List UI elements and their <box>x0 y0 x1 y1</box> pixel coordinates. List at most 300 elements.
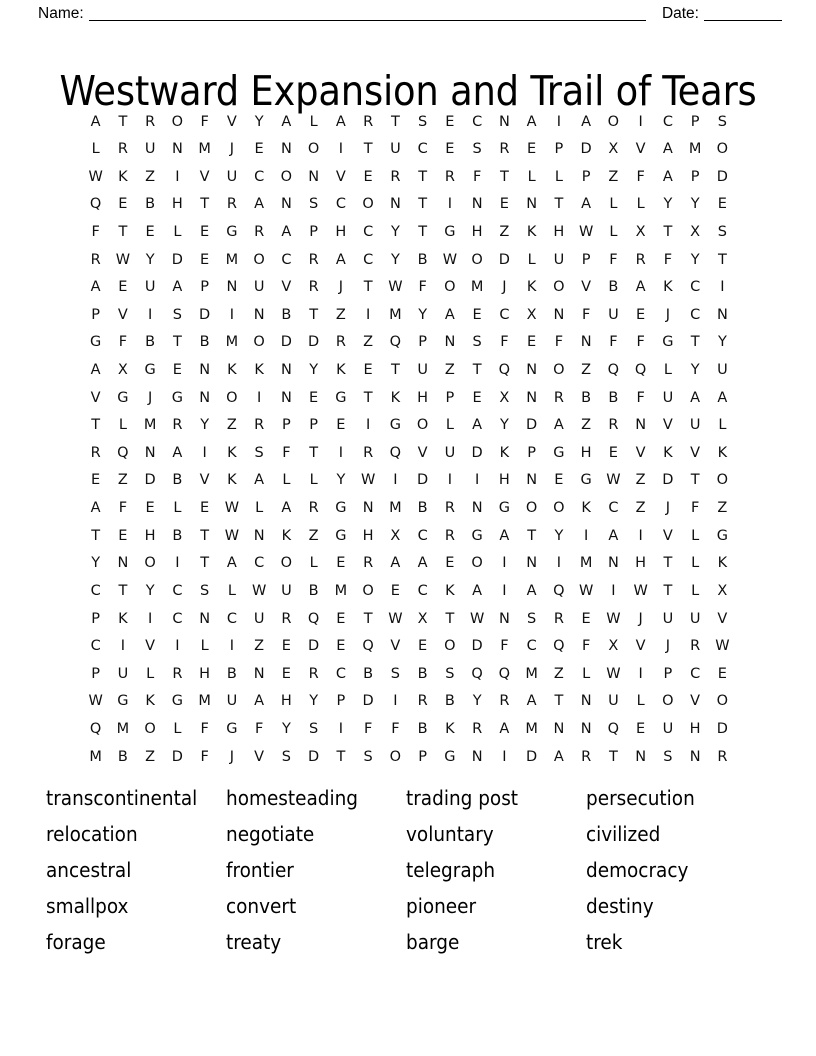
grid-letter[interactable]: I <box>502 555 507 572</box>
grid-letter[interactable]: X <box>690 223 701 240</box>
grid-letter[interactable]: H <box>335 223 347 240</box>
grid-letter[interactable]: E <box>118 196 128 213</box>
grid-letter[interactable]: U <box>662 389 674 406</box>
grid-letter[interactable]: K <box>526 279 537 296</box>
grid-letter[interactable]: B <box>172 527 183 544</box>
date-blank-line[interactable] <box>704 7 782 21</box>
grid-letter[interactable]: T <box>717 251 727 268</box>
grid-letter[interactable]: U <box>253 610 265 627</box>
grid-letter[interactable]: F <box>118 334 128 351</box>
grid-letter[interactable]: Y <box>281 720 291 737</box>
grid-letter[interactable]: F <box>200 113 209 130</box>
grid-letter[interactable]: I <box>638 113 643 130</box>
grid-letter[interactable]: E <box>717 665 727 682</box>
grid-letter[interactable]: N <box>526 196 538 213</box>
grid-letter[interactable]: R <box>553 610 564 627</box>
grid-letter[interactable]: G <box>226 720 238 737</box>
grid-letter[interactable]: Y <box>663 196 673 213</box>
grid-letter[interactable]: O <box>525 500 538 517</box>
grid-letter[interactable]: V <box>145 638 156 655</box>
grid-letter[interactable]: V <box>335 168 346 185</box>
grid-letter[interactable]: A <box>390 555 401 572</box>
grid-letter[interactable]: L <box>91 141 100 158</box>
grid-letter[interactable]: O <box>471 555 483 572</box>
grid-letter[interactable]: E <box>172 362 182 379</box>
grid-letter[interactable]: A <box>226 555 237 572</box>
grid-letter[interactable]: T <box>690 472 700 489</box>
grid-letter[interactable]: G <box>335 389 347 406</box>
grid-letter[interactable]: T <box>472 362 482 379</box>
grid-letter[interactable]: Z <box>635 472 646 489</box>
grid-letter[interactable]: F <box>581 306 591 323</box>
grid-letter[interactable]: D <box>716 720 728 737</box>
grid-letter[interactable]: X <box>526 306 537 323</box>
grid-letter[interactable]: U <box>253 279 265 296</box>
grid-letter[interactable]: T <box>608 748 618 765</box>
grid-letter[interactable]: U <box>417 362 428 379</box>
grid-letter[interactable]: L <box>527 251 536 268</box>
grid-letter[interactable]: A <box>662 141 673 158</box>
grid-letter[interactable]: A <box>90 113 101 130</box>
grid-letter[interactable]: W <box>606 665 621 682</box>
grid-letter[interactable]: T <box>200 555 210 572</box>
grid-letter[interactable]: X <box>608 638 619 655</box>
grid-letter[interactable]: O <box>716 472 729 489</box>
grid-letter[interactable]: N <box>471 500 483 517</box>
word-bank-item[interactable]: civilized <box>586 821 661 846</box>
grid-letter[interactable]: C <box>499 306 510 323</box>
grid-letter[interactable]: G <box>389 417 401 434</box>
grid-letter[interactable]: R <box>254 223 265 240</box>
grid-letter[interactable]: M <box>470 279 484 296</box>
grid-letter[interactable]: P <box>527 444 536 461</box>
grid-letter[interactable]: J <box>338 279 344 296</box>
grid-letter[interactable]: N <box>199 389 211 406</box>
grid-letter[interactable]: K <box>281 527 292 544</box>
grid-letter[interactable]: L <box>146 665 155 682</box>
grid-letter[interactable]: Y <box>254 113 264 130</box>
grid-letter[interactable]: T <box>118 223 128 240</box>
grid-letter[interactable]: I <box>474 472 480 489</box>
grid-letter[interactable]: K <box>390 389 401 406</box>
grid-letter[interactable]: T <box>200 196 210 213</box>
grid-letter[interactable]: G <box>335 527 347 544</box>
grid-letter[interactable]: F <box>663 251 673 268</box>
grid-letter[interactable]: I <box>502 748 507 765</box>
grid-letter[interactable]: E <box>145 500 155 517</box>
grid-letter[interactable]: O <box>171 113 184 130</box>
grid-letter[interactable]: T <box>118 113 128 130</box>
grid-letter[interactable]: A <box>90 362 101 379</box>
grid-letter[interactable]: M <box>389 500 402 517</box>
word-bank-item[interactable]: smallpox <box>46 893 129 918</box>
grid-letter[interactable]: Y <box>145 251 155 268</box>
grid-letter[interactable]: A <box>444 306 455 323</box>
grid-letter[interactable]: Q <box>498 665 511 682</box>
grid-letter[interactable]: Q <box>607 720 620 737</box>
grid-letter[interactable]: G <box>498 500 510 517</box>
grid-letter[interactable]: D <box>526 417 538 434</box>
grid-letter[interactable]: A <box>281 500 292 517</box>
grid-letter[interactable]: W <box>88 168 103 185</box>
grid-letter[interactable]: B <box>117 748 128 765</box>
grid-letter[interactable]: B <box>226 665 237 682</box>
grid-letter[interactable]: I <box>638 665 643 682</box>
grid-letter[interactable]: K <box>118 610 128 627</box>
grid-letter[interactable]: U <box>608 693 619 710</box>
grid-letter[interactable]: W <box>115 251 131 268</box>
grid-letter[interactable]: J <box>147 389 153 406</box>
grid-letter[interactable]: O <box>280 168 293 185</box>
grid-letter[interactable]: U <box>117 665 129 682</box>
grid-letter[interactable]: Y <box>390 251 400 268</box>
word-bank-item[interactable]: trading post <box>406 785 519 810</box>
grid-letter[interactable]: B <box>417 500 428 517</box>
grid-letter[interactable]: B <box>308 582 319 599</box>
grid-letter[interactable]: X <box>717 582 728 599</box>
grid-letter[interactable]: A <box>335 251 346 268</box>
grid-letter[interactable]: I <box>393 472 398 489</box>
grid-letter[interactable]: E <box>636 306 646 323</box>
grid-letter[interactable]: S <box>717 223 727 240</box>
grid-letter[interactable]: M <box>143 417 157 434</box>
grid-letter[interactable]: C <box>335 196 346 213</box>
grid-letter[interactable]: D <box>417 472 429 489</box>
word-bank-item[interactable]: voluntary <box>406 821 494 846</box>
grid-letter[interactable]: N <box>553 720 565 737</box>
grid-letter[interactable]: D <box>171 251 183 268</box>
grid-letter[interactable]: K <box>499 444 510 461</box>
grid-letter[interactable]: H <box>362 527 374 544</box>
grid-letter[interactable]: I <box>338 444 344 461</box>
grid-letter[interactable]: O <box>553 500 565 517</box>
grid-letter[interactable]: F <box>636 389 645 406</box>
grid-letter[interactable]: C <box>363 223 374 240</box>
grid-letter[interactable]: L <box>691 582 700 599</box>
grid-letter[interactable]: P <box>418 748 427 765</box>
grid-letter[interactable]: I <box>202 444 207 461</box>
grid-letter[interactable]: X <box>417 610 428 627</box>
grid-letter[interactable]: I <box>175 168 180 185</box>
grid-letter[interactable]: L <box>527 168 536 185</box>
grid-letter[interactable]: N <box>444 334 456 351</box>
grid-letter[interactable]: R <box>472 720 483 737</box>
grid-letter[interactable]: N <box>199 362 211 379</box>
grid-letter[interactable]: J <box>229 141 235 158</box>
grid-letter[interactable]: W <box>251 582 267 599</box>
grid-letter[interactable]: F <box>254 720 264 737</box>
grid-letter[interactable]: V <box>662 417 673 434</box>
grid-letter[interactable]: H <box>417 389 429 406</box>
grid-letter[interactable]: K <box>227 362 237 379</box>
grid-letter[interactable]: U <box>689 610 701 627</box>
grid-letter[interactable]: O <box>389 748 402 765</box>
grid-letter[interactable]: N <box>280 389 292 406</box>
grid-letter[interactable]: C <box>417 527 428 544</box>
grid-letter[interactable]: E <box>445 555 455 572</box>
grid-letter[interactable]: S <box>472 141 482 158</box>
grid-letter[interactable]: Y <box>309 362 319 379</box>
grid-letter[interactable]: K <box>663 444 673 461</box>
grid-letter[interactable]: N <box>117 555 129 572</box>
grid-letter[interactable]: T <box>91 527 101 544</box>
grid-letter[interactable]: T <box>663 582 673 599</box>
grid-letter[interactable]: P <box>309 223 318 240</box>
grid-letter[interactable]: I <box>229 306 235 323</box>
grid-letter[interactable]: V <box>635 444 646 461</box>
grid-letter[interactable]: Z <box>117 472 128 489</box>
grid-letter[interactable]: A <box>281 223 292 240</box>
grid-letter[interactable]: Q <box>89 196 102 213</box>
grid-letter[interactable]: Q <box>471 665 483 682</box>
grid-letter[interactable]: P <box>282 417 291 434</box>
grid-letter[interactable]: M <box>198 693 211 710</box>
grid-letter[interactable]: M <box>688 141 702 158</box>
grid-letter[interactable]: O <box>144 720 156 737</box>
grid-letter[interactable]: L <box>309 113 318 130</box>
grid-letter[interactable]: C <box>608 500 619 517</box>
grid-letter[interactable]: W <box>715 638 730 655</box>
grid-letter[interactable]: N <box>308 168 320 185</box>
grid-letter[interactable]: Q <box>117 444 129 461</box>
grid-letter[interactable]: B <box>145 334 156 351</box>
grid-letter[interactable]: E <box>527 334 537 351</box>
grid-letter[interactable]: L <box>309 555 318 572</box>
grid-letter[interactable]: T <box>91 417 101 434</box>
grid-letter[interactable]: K <box>336 362 346 379</box>
grid-letter[interactable]: L <box>718 417 727 434</box>
grid-letter[interactable]: V <box>390 638 401 655</box>
grid-letter[interactable]: A <box>90 500 101 517</box>
grid-letter[interactable]: W <box>224 527 240 544</box>
grid-letter[interactable]: E <box>499 196 509 213</box>
grid-letter[interactable]: E <box>717 196 727 213</box>
grid-letter[interactable]: E <box>445 113 455 130</box>
grid-letter[interactable]: S <box>390 665 400 682</box>
grid-letter[interactable]: S <box>281 748 291 765</box>
grid-letter[interactable]: U <box>226 168 238 185</box>
grid-letter[interactable]: D <box>526 748 538 765</box>
grid-letter[interactable]: H <box>199 665 211 682</box>
grid-letter[interactable]: N <box>716 306 728 323</box>
grid-letter[interactable]: Z <box>444 362 455 379</box>
grid-letter[interactable]: P <box>581 168 591 185</box>
grid-letter[interactable]: N <box>253 527 265 544</box>
grid-letter[interactable]: C <box>335 665 346 682</box>
grid-letter[interactable]: H <box>144 527 156 544</box>
grid-letter[interactable]: I <box>583 527 589 544</box>
grid-letter[interactable]: T <box>309 444 319 461</box>
grid-letter[interactable]: I <box>365 417 371 434</box>
grid-letter[interactable]: O <box>716 693 729 710</box>
grid-letter[interactable]: Q <box>553 582 565 599</box>
grid-letter[interactable]: N <box>171 141 183 158</box>
grid-letter[interactable]: S <box>418 113 428 130</box>
grid-letter[interactable]: P <box>581 251 591 268</box>
grid-letter[interactable]: O <box>144 555 156 572</box>
grid-letter[interactable]: C <box>172 610 183 627</box>
grid-letter[interactable]: U <box>281 582 292 599</box>
grid-letter[interactable]: C <box>226 610 237 627</box>
grid-letter[interactable]: Y <box>472 693 482 710</box>
grid-letter[interactable]: D <box>716 168 728 185</box>
grid-letter[interactable]: D <box>199 306 211 323</box>
grid-letter[interactable]: T <box>309 306 319 323</box>
grid-letter[interactable]: A <box>581 196 592 213</box>
grid-letter[interactable]: N <box>635 417 647 434</box>
grid-letter[interactable]: L <box>691 527 700 544</box>
grid-letter[interactable]: E <box>336 555 346 572</box>
grid-letter[interactable]: X <box>608 141 619 158</box>
grid-letter[interactable]: O <box>553 279 565 296</box>
grid-letter[interactable]: E <box>309 389 319 406</box>
grid-letter[interactable]: G <box>171 693 183 710</box>
grid-letter[interactable]: N <box>580 334 592 351</box>
grid-letter[interactable]: T <box>200 527 210 544</box>
grid-letter[interactable]: L <box>609 196 618 213</box>
grid-letter[interactable]: E <box>281 665 291 682</box>
grid-letter[interactable]: R <box>499 693 510 710</box>
grid-letter[interactable]: R <box>90 444 101 461</box>
grid-letter[interactable]: R <box>145 113 156 130</box>
grid-letter[interactable]: R <box>499 141 510 158</box>
grid-letter[interactable]: X <box>390 527 401 544</box>
grid-letter[interactable]: A <box>690 389 701 406</box>
grid-letter[interactable]: G <box>171 389 183 406</box>
grid-letter[interactable]: K <box>717 444 728 461</box>
grid-letter[interactable]: F <box>118 500 128 517</box>
grid-letter[interactable]: I <box>502 582 507 599</box>
grid-letter[interactable]: R <box>363 555 374 572</box>
grid-letter[interactable]: O <box>416 417 429 434</box>
grid-letter[interactable]: P <box>91 665 100 682</box>
grid-letter[interactable]: Z <box>717 500 728 517</box>
grid-letter[interactable]: E <box>200 223 210 240</box>
grid-letter[interactable]: C <box>90 638 101 655</box>
grid-letter[interactable]: Q <box>607 362 620 379</box>
grid-letter[interactable]: I <box>365 306 371 323</box>
grid-letter[interactable]: Y <box>309 693 319 710</box>
grid-letter[interactable]: L <box>636 196 645 213</box>
grid-letter[interactable]: Z <box>308 527 319 544</box>
word-bank-item[interactable]: democracy <box>586 857 689 882</box>
grid-letter[interactable]: D <box>308 748 320 765</box>
grid-letter[interactable]: H <box>635 555 647 572</box>
grid-letter[interactable]: T <box>363 279 373 296</box>
grid-letter[interactable]: Y <box>690 251 700 268</box>
grid-letter[interactable]: L <box>445 417 454 434</box>
grid-letter[interactable]: G <box>117 389 129 406</box>
grid-letter[interactable]: E <box>445 141 455 158</box>
grid-letter[interactable]: T <box>336 748 346 765</box>
grid-letter[interactable]: O <box>253 251 265 268</box>
grid-letter[interactable]: A <box>553 417 564 434</box>
grid-letter[interactable]: F <box>609 251 618 268</box>
grid-letter[interactable]: W <box>469 610 485 627</box>
grid-letter[interactable]: M <box>525 665 538 682</box>
grid-letter[interactable]: N <box>526 389 538 406</box>
grid-letter[interactable]: V <box>281 279 292 296</box>
grid-letter[interactable]: N <box>471 196 483 213</box>
grid-letter[interactable]: M <box>225 334 239 351</box>
grid-letter[interactable]: D <box>471 638 483 655</box>
grid-letter[interactable]: O <box>307 141 320 158</box>
grid-letter[interactable]: E <box>581 610 591 627</box>
grid-letter[interactable]: R <box>308 665 319 682</box>
grid-letter[interactable]: Z <box>499 223 510 240</box>
grid-letter[interactable]: W <box>224 500 240 517</box>
grid-letter[interactable]: S <box>309 196 319 213</box>
grid-letter[interactable]: F <box>418 279 427 296</box>
grid-letter[interactable]: P <box>336 693 346 710</box>
grid-letter[interactable]: P <box>554 141 564 158</box>
grid-letter[interactable]: Z <box>363 334 374 351</box>
grid-letter[interactable]: V <box>635 638 646 655</box>
grid-letter[interactable]: B <box>608 389 619 406</box>
grid-letter[interactable]: R <box>581 748 592 765</box>
grid-letter[interactable]: S <box>200 582 210 599</box>
grid-letter[interactable]: T <box>554 196 564 213</box>
grid-letter[interactable]: B <box>581 389 592 406</box>
word-bank-item[interactable]: ancestral <box>46 857 132 882</box>
grid-letter[interactable]: G <box>553 444 565 461</box>
grid-letter[interactable]: H <box>689 720 701 737</box>
grid-letter[interactable]: P <box>690 113 700 130</box>
grid-letter[interactable]: L <box>255 500 264 517</box>
word-bank-item[interactable]: persecution <box>586 785 695 810</box>
grid-letter[interactable]: Z <box>145 168 156 185</box>
grid-letter[interactable]: U <box>689 417 701 434</box>
grid-letter[interactable]: F <box>500 334 509 351</box>
grid-letter[interactable]: E <box>118 527 128 544</box>
grid-letter[interactable]: F <box>609 334 618 351</box>
grid-letter[interactable]: V <box>199 168 210 185</box>
grid-letter[interactable]: J <box>229 748 235 765</box>
grid-letter[interactable]: A <box>417 555 428 572</box>
grid-letter[interactable]: U <box>553 251 565 268</box>
grid-letter[interactable]: S <box>472 334 482 351</box>
grid-letter[interactable]: V <box>417 444 428 461</box>
grid-letter[interactable]: S <box>254 444 264 461</box>
grid-letter[interactable]: S <box>309 720 319 737</box>
grid-letter[interactable]: B <box>172 472 183 489</box>
grid-letter[interactable]: D <box>580 141 592 158</box>
grid-letter[interactable]: U <box>717 362 728 379</box>
grid-letter[interactable]: Z <box>254 638 265 655</box>
grid-letter[interactable]: S <box>717 113 727 130</box>
grid-letter[interactable]: C <box>172 582 183 599</box>
grid-letter[interactable]: A <box>172 279 183 296</box>
grid-letter[interactable]: N <box>199 610 211 627</box>
grid-letter[interactable]: Z <box>581 362 592 379</box>
grid-letter[interactable]: Q <box>634 362 647 379</box>
grid-letter[interactable]: P <box>663 665 673 682</box>
grid-letter[interactable]: T <box>390 113 400 130</box>
grid-letter[interactable]: J <box>638 610 643 627</box>
grid-letter[interactable]: L <box>636 693 645 710</box>
word-bank-item[interactable]: treaty <box>226 929 282 954</box>
grid-letter[interactable]: H <box>471 223 483 240</box>
grid-letter[interactable]: L <box>609 223 618 240</box>
grid-letter[interactable]: K <box>717 555 728 572</box>
grid-letter[interactable]: L <box>173 223 182 240</box>
grid-letter[interactable]: I <box>556 555 562 572</box>
grid-letter[interactable]: A <box>499 527 510 544</box>
grid-letter[interactable]: G <box>444 223 456 240</box>
grid-letter[interactable]: P <box>91 306 100 323</box>
grid-letter[interactable]: P <box>309 417 318 434</box>
grid-letter[interactable]: S <box>363 748 373 765</box>
